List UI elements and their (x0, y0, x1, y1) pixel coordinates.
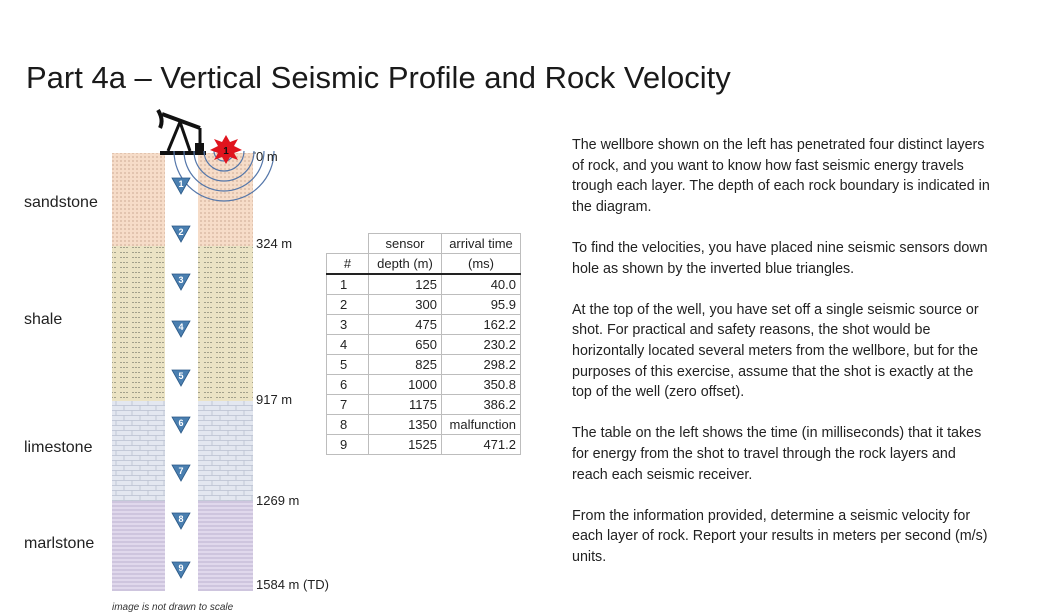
cell-time: 162.2 (442, 315, 521, 335)
shot-label: 1 (223, 146, 229, 157)
cell-number: 5 (327, 355, 369, 375)
cell-number: 2 (327, 295, 369, 315)
depth-label-1269: 1269 m (256, 493, 300, 508)
header-depth: depth (m) (369, 254, 442, 275)
table-row (327, 355, 521, 375)
sensor-label: 5 (178, 371, 184, 381)
paragraph-2: To find the velocities, you have placed nine seismic sensors down hole as shown by the inverted blue triangles. (572, 239, 988, 277)
cell-time: 230.2 (442, 335, 521, 355)
page-title: Part 4a – Vertical Seismic Profile and Rock Velocity (26, 60, 731, 95)
table-row (327, 395, 521, 415)
header-ms: (ms) (442, 254, 521, 275)
rock-label-shale: shale (24, 311, 63, 328)
cell-depth: 825 (369, 355, 442, 375)
table-row (327, 375, 521, 395)
sensor-label: 2 (178, 227, 184, 237)
paragraph-1: The wellbore shown on the left has penetrated four distinct layers of rock, and you want to know how fast seismic energy travels trough each layer. The depth of each rock boundary is indicated in the diagram. (572, 137, 990, 215)
table-row (327, 335, 521, 355)
cell-number: 7 (327, 395, 369, 415)
header-arrival: arrival time (442, 234, 521, 254)
table-row (327, 435, 521, 455)
cell-number: 1 (327, 274, 369, 295)
table-row (327, 295, 521, 315)
cell-depth: 300 (369, 295, 442, 315)
shot-burst-icon (210, 135, 242, 164)
rock-label-marlstone: marlstone (24, 535, 95, 552)
sensor-label: 1 (178, 179, 184, 189)
rock-label-sandstone: sandstone (24, 194, 98, 211)
cell-number: 3 (327, 315, 369, 335)
sensor-label: 7 (178, 466, 184, 476)
sensor-label: 6 (178, 418, 184, 428)
sensor-label: 8 (178, 514, 184, 524)
cell-depth: 1175 (369, 395, 442, 415)
cell-depth: 1000 (369, 375, 442, 395)
pump-jack-icon (158, 110, 206, 153)
cell-number: 8 (327, 415, 369, 435)
scale-note: image is not drawn to scale (112, 602, 234, 613)
depth-label-1584: 1584 m (TD) (256, 577, 329, 592)
table-row (327, 415, 521, 435)
cell-time: 95.9 (442, 295, 521, 315)
sensor-label: 4 (178, 322, 184, 332)
cell-time: 471.2 (442, 435, 521, 455)
instructions (572, 135, 992, 588)
cell-time: 40.0 (442, 274, 521, 295)
sensor-label: 3 (178, 275, 184, 285)
cell-number: 4 (327, 335, 369, 355)
paragraph-3: At the top of the well, you have set off a single seismic source or shot. For practical and safety reasons, the shot would be horizontally located several meters from the wellbore, but for the purposes of this exercise, assume that the shot is exactly at the top of the well (zero offset). (572, 301, 979, 401)
cell-depth: 475 (369, 315, 442, 335)
paragraph-4: The table on the left shows the time (in milliseconds) that it takes for energy from the shot to travel through the rock layers and reach each seismic receiver. (572, 425, 982, 483)
cell-depth: 125 (369, 274, 442, 295)
cell-depth: 1350 (369, 415, 442, 435)
sensor-label: 9 (178, 563, 184, 573)
cell-time: 350.8 (442, 375, 521, 395)
cell-time: 386.2 (442, 395, 521, 415)
paragraph-5: From the information provided, determine a seismic velocity for each layer of rock. Report your results in meters per second (m/s) units. (572, 507, 988, 565)
depth-label-324: 324 m (256, 236, 293, 251)
table-row (327, 274, 521, 295)
table-row (327, 315, 521, 335)
depth-label-917: 917 m (256, 392, 293, 407)
rock-label-limestone: limestone (24, 439, 93, 456)
cell-time: 298.2 (442, 355, 521, 375)
cell-number: 9 (327, 435, 369, 455)
cell-number: 6 (327, 375, 369, 395)
header-blank (327, 234, 369, 254)
depth-label-0: 0 m (256, 149, 278, 164)
cell-depth: 650 (369, 335, 442, 355)
header-number: # (327, 254, 369, 275)
cell-time: malfunction (442, 415, 521, 435)
header-sensor: sensor (369, 234, 442, 254)
cell-depth: 1525 (369, 435, 442, 455)
arrival-time-table (326, 233, 521, 455)
